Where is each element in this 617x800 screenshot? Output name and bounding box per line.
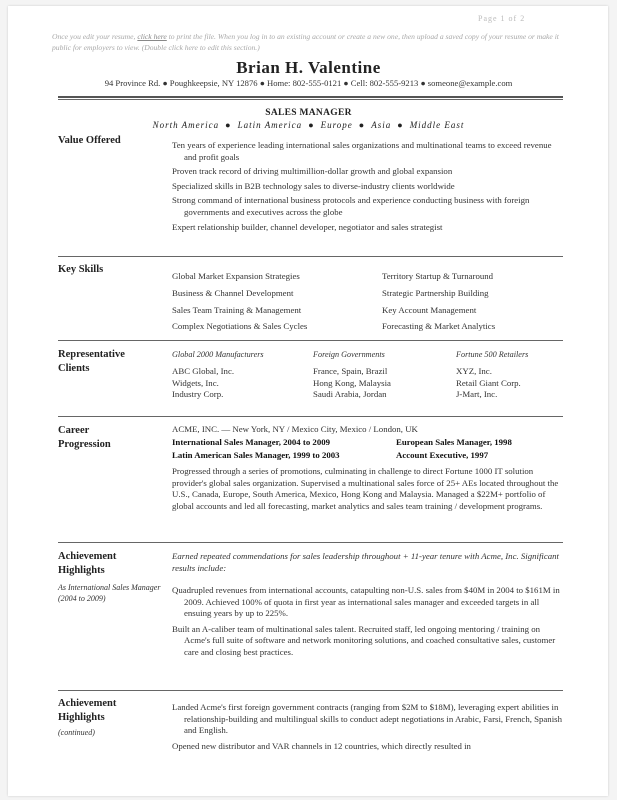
client-item: Retail Giant Corp. <box>456 377 521 388</box>
achievements-subheading: As International Sales Manager (2004 to 2009) <box>58 583 161 603</box>
contact-line: 94 Province Rd. ● Poughkeepsie, NY 12876 ● Home: 802-555-0121 ● Cell: 802-555-9213 ● someone@example.com <box>104 78 513 88</box>
client-item: Saudi Arabia, Jordan <box>313 389 387 400</box>
skill-item: Global Market Expansion Strategies <box>172 271 300 281</box>
achievements-heading-line1: Achievement <box>58 551 117 562</box>
skill-item: Territory Startup & Turnaround <box>382 271 494 281</box>
role-line: Latin American Sales Manager, 1999 to 2003 <box>172 450 340 460</box>
achievements-heading <box>58 550 116 578</box>
client-column-header: Global 2000 Manufacturers <box>172 350 264 359</box>
header-divider <box>58 96 563 98</box>
client-item: J-Mart, Inc. <box>456 389 498 400</box>
skill-item: Strategic Partnership Building <box>382 287 489 298</box>
achievements-cont-list <box>172 702 562 752</box>
client-column-header: Fortune 500 Retailers <box>456 350 529 359</box>
career-heading <box>58 424 111 452</box>
skill-item: Complex Negotiations & Sales Cycles <box>172 321 308 332</box>
client-column <box>313 366 453 401</box>
achievements-cont-heading <box>58 697 116 725</box>
client-column <box>172 366 310 401</box>
achievements-cont-heading-line1: Achievement <box>58 698 117 709</box>
candidate-name: Brian H. Valentine <box>236 58 381 77</box>
continued-label: (continued) <box>58 728 95 737</box>
achievements-cont-heading-line2: Highlights <box>58 712 105 723</box>
company-line: ACME, INC. — New York, NY / Mexico City, Mexico / London, UK <box>172 424 418 434</box>
value-offered-heading: Value Offered <box>58 135 121 146</box>
key-skills-right <box>382 268 562 335</box>
region-item: Middle East <box>409 120 465 130</box>
list-item: Landed Acme's first foreign government contracts (ranging from $2M to $18M), leveraging expert abilities in relationship-building and multilingual skills to conduct adept negotiations in Arabic, Farsi, French, Spanish and English. <box>172 702 562 736</box>
skill-item: Business & Channel Development <box>172 287 294 298</box>
role-line: International Sales Manager, 2004 to 2009 <box>172 437 331 447</box>
value-offered-list <box>172 140 560 233</box>
client-column <box>456 366 562 401</box>
list-item: Strong command of international business protocols and experience conducting business with foreign governments and executives across the globe <box>172 195 530 217</box>
region-item: North America <box>152 120 220 130</box>
section-divider <box>58 340 563 341</box>
clients-heading-line1: Representative <box>58 349 125 360</box>
role-line: Account Executive, 1997 <box>396 450 489 460</box>
note-prefix: Once you edit your resume, <box>52 32 138 41</box>
note-text: to print the file. When you log in to an existing account or create a new one, then upload a saved copy of your resume or make it public for employers to view. (Double click here to edit this section.) <box>52 32 559 52</box>
list-item: Proven track record of driving multimillion-dollar growth and global expansion <box>172 166 453 177</box>
click-here-link[interactable]: click here <box>137 32 167 41</box>
client-item: Widgets, Inc. <box>172 377 219 388</box>
client-item: Industry Corp. <box>172 389 224 400</box>
job-title: SALES MANAGER <box>265 108 352 118</box>
list-item: Specialized skills in B2B technology sales to diverse-industry clients worldwide <box>172 180 455 191</box>
achievements-list <box>172 585 562 659</box>
key-skills-left <box>172 268 377 335</box>
key-skills-heading: Key Skills <box>58 264 104 275</box>
achievements-heading-line2: Highlights <box>58 565 105 576</box>
instruction-note <box>52 32 562 53</box>
list-item: Opened new distributor and VAR channels in 12 countries, which directly resulted in <box>172 740 471 751</box>
client-item: XYZ, Inc. <box>456 366 492 376</box>
skill-item: Key Account Management <box>382 304 477 315</box>
region-item: Europe <box>320 120 353 130</box>
client-item: Hong Kong, Malaysia <box>313 377 391 388</box>
list-item: Built an A-caliber team of multinational sales talent. Recruited staff, led ongoing mentoring / training on Acme's full suite of software and network monitoring solutions, and coached consultative sales, customer care and closing best practices. <box>172 623 556 657</box>
regions-line: North America ● Latin America ● Europe ● Asia ● Middle East <box>152 120 465 130</box>
client-item: ABC Global, Inc. <box>172 366 235 376</box>
client-column-header: Foreign Governments <box>313 350 385 359</box>
section-divider <box>58 256 563 257</box>
skill-item: Sales Team Training & Management <box>172 304 302 315</box>
header-divider-thin <box>58 99 563 100</box>
region-item: Latin America <box>237 120 303 130</box>
list-item: Ten years of experience leading international sales organizations and multinational teams to exceed revenue and profit goals <box>172 140 552 162</box>
role-line: European Sales Manager, 1998 <box>396 437 512 447</box>
section-divider <box>58 690 563 691</box>
clients-heading-line2: Clients <box>58 363 90 374</box>
clients-heading <box>58 348 125 376</box>
career-heading-line2: Progression <box>58 439 111 450</box>
career-description: Progressed through a series of promotions, culminating in challenge to direct Fortune 1000 IT solution provider's global sales organization. Supervised a multinational sales force of 25+ AEs located throughout the U.S., Canada, Europe, South America, Mexico, Hong Kong and Malaysia. Managed a $22M+ portfolio of global accounts and led all forecasting, market analytics and sales team training / development programs. <box>172 466 559 511</box>
list-item: Expert relationship builder, channel developer, negotiator and sales strategist <box>172 221 443 232</box>
client-item: France, Spain, Brazil <box>313 366 388 376</box>
page-number: Page 1 of 2 <box>478 14 526 23</box>
section-divider <box>58 416 563 417</box>
skill-item: Forecasting & Market Analytics <box>382 321 496 332</box>
career-heading-line1: Career <box>58 425 90 436</box>
region-item: Asia <box>371 120 392 130</box>
achievements-intro: Earned repeated commendations for sales leadership throughout + 11-year tenure with Acme, Inc. Significant results include: <box>172 551 559 573</box>
list-item: Quadrupled revenues from international accounts, catapulting non-U.S. sales from $40M in 2004 to $161M in 2009. Achieved 100% of quota in first year as international sales manager and exceeded targets in all ensuing years by up to 225%. <box>172 585 560 619</box>
section-divider <box>58 542 563 543</box>
